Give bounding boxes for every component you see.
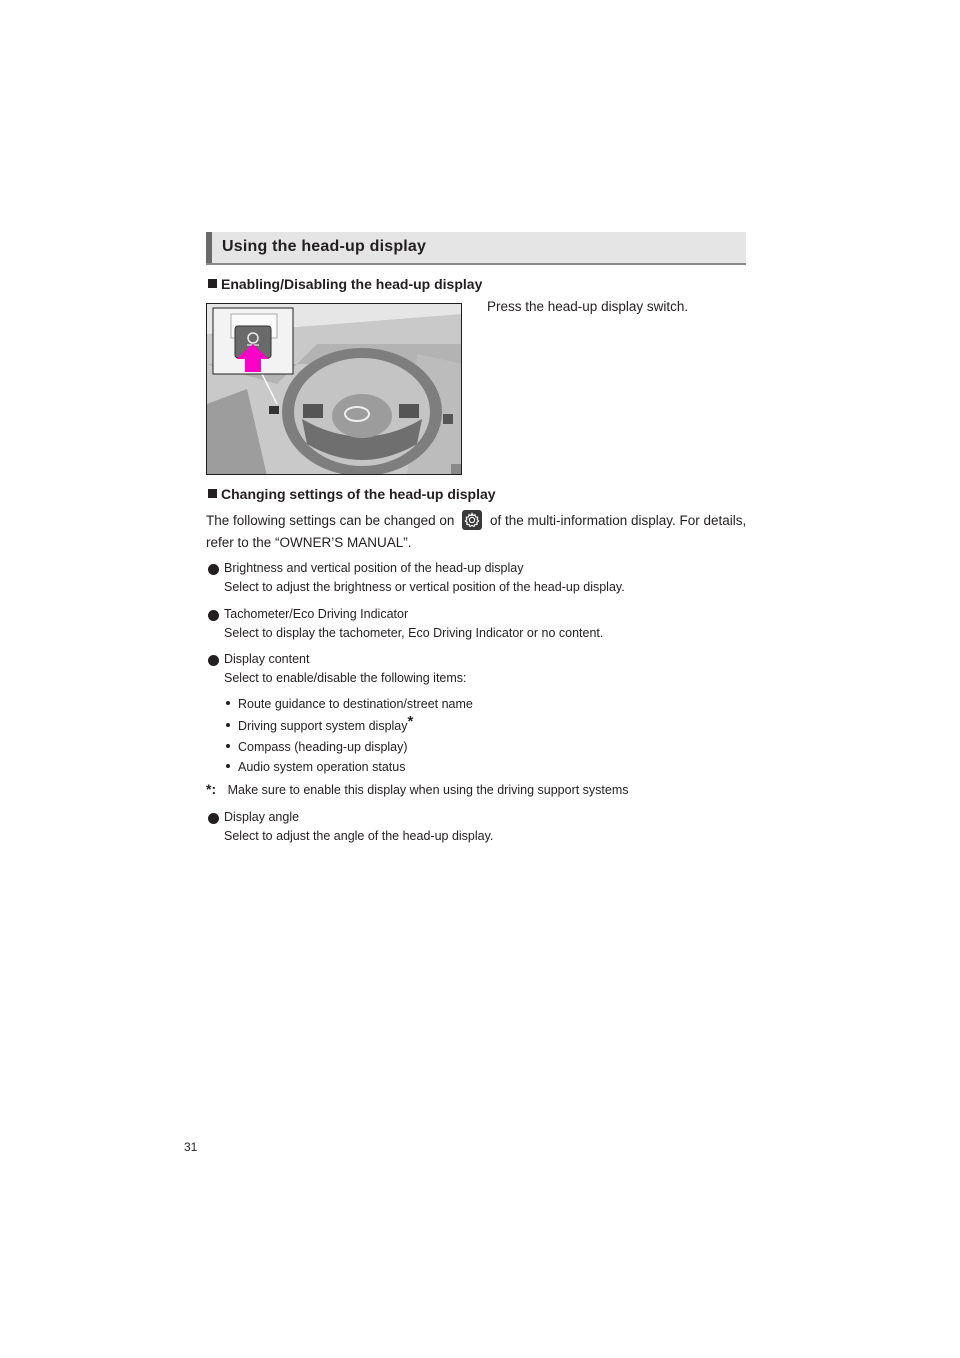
dot-bullet-icon	[226, 764, 230, 768]
dot-bullet-icon	[226, 744, 230, 748]
dot-bullet-icon	[226, 723, 230, 727]
subitem-text: Route guidance to destination/street name	[238, 697, 473, 711]
subitem-text: Compass (heading-up display)	[238, 740, 408, 754]
subsection-heading-enable	[208, 276, 482, 292]
footnote	[206, 780, 629, 800]
section-title: Using the head-up display	[222, 238, 427, 255]
square-bullet-icon	[208, 279, 217, 288]
subsection-heading-settings	[208, 486, 496, 502]
setting-item-title: Display angle	[224, 810, 300, 824]
footnote-asterisk: *	[407, 713, 414, 730]
dot-bullet-icon	[226, 701, 230, 705]
settings-intro-line2: refer to the “OWNER’S MANUAL”.	[206, 535, 412, 550]
setting-item-desc: Select to adjust the angle of the head-up display.	[224, 829, 494, 843]
round-bullet-icon	[208, 655, 219, 666]
settings-intro-part2: of the multi-information display. For details,	[489, 513, 747, 528]
subitem-text: Driving support system display	[238, 719, 408, 733]
enable-instruction: Press the head-up display switch.	[487, 299, 689, 314]
steering-wheel-image	[207, 304, 462, 475]
footnote-mark: *:	[206, 781, 217, 797]
subitem-text: Audio system operation status	[238, 760, 406, 774]
page-number: 31	[184, 1140, 198, 1154]
display-content-subitem	[226, 738, 408, 757]
setting-item-desc: Select to display the tachometer, Eco Driving Indicator or no content.	[224, 626, 604, 640]
display-content-subitem	[226, 695, 473, 714]
setting-item-title: Brightness and vertical position of the head-up display	[224, 561, 524, 575]
display-content-subitem	[226, 758, 405, 777]
square-bullet-icon	[208, 489, 217, 498]
settings-intro-part1: The following settings can be changed on	[206, 513, 455, 528]
setting-item-desc: Select to enable/disable the following items:	[224, 671, 467, 685]
steering-wheel-illustration	[206, 303, 462, 475]
section-header-accent	[206, 232, 212, 263]
gear-icon	[462, 510, 482, 530]
display-content-subitem	[226, 713, 414, 736]
round-bullet-icon	[208, 610, 219, 621]
section-header	[206, 232, 746, 265]
subsection-heading-enable-text: Enabling/Disabling the head-up display	[221, 276, 483, 292]
setting-item-title: Display content	[224, 652, 310, 666]
subsection-heading-settings-text: Changing settings of the head-up display	[221, 486, 496, 502]
settings-intro	[206, 510, 751, 532]
setting-item-desc: Select to adjust the brightness or vertical position of the head-up display.	[224, 580, 625, 594]
round-bullet-icon	[208, 813, 219, 824]
round-bullet-icon	[208, 564, 219, 575]
setting-item-title: Tachometer/Eco Driving Indicator	[224, 607, 409, 621]
gear-icon-graphic	[462, 510, 482, 530]
footnote-text: Make sure to enable this display when using the driving support systems	[227, 783, 629, 797]
